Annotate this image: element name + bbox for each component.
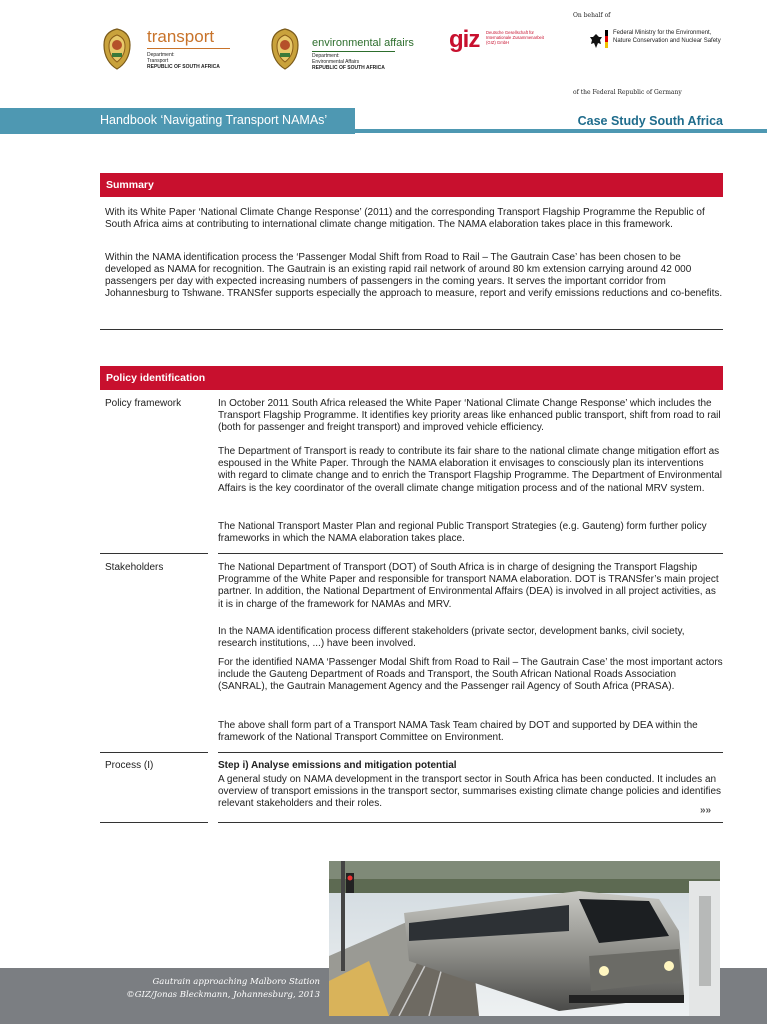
stakeholders-text: The National Department of Transport (DOT) of South Africa is in charge of designing the Transport Flagship Programme of the White Paper and responsible for transport NAMA elaboration. DOT is TRANSfer’s main project partner. In addition, the National Department of Environmental Affairs (DEA) is involved in all project activities, as it is in charge of the framework for NAMAs and MRV.	[218, 562, 719, 610]
summary-paragraph: Within the NAMA identification process the ‘Passenger Modal Shift from Road to Rail – The Gautrain Case’ has been chosen to be developed as NAMA for recognition. The Gautrain is an existing rapid rail network of around 80 km extension carrying around 42 000 passengers per day with expected increasing numbers of passengers in the coming years. It serves the important corridor from Johannesburg to Tshwane. TRANSfer supports especially the approach to measure, report and verify emissions reductions and co-benefits.	[105, 252, 723, 300]
policy-framework-text: In October 2011 South Africa released the White Paper ‘National Climate Change Response’ which includes the Transport Flagship Programme. It identifies key priority areas like enhanced public transport, shift from road to rail (both for passenger and freight transport) and improved vehicle efficiency.	[218, 398, 721, 434]
caption-title: Gautrain approaching Malboro Station	[152, 977, 320, 987]
ministry-country: of the Federal Republic of Germany	[573, 89, 682, 96]
continue-mark-icon: »»	[700, 805, 712, 816]
coat-of-arms-icon	[268, 27, 302, 71]
stakeholders-text: The above shall form part of a Transport NAMA Task Team chaired by DOT and supported by DEA within the framework of the National Transport Committee on Environment.	[218, 720, 698, 744]
giz-logo-word: giz	[449, 26, 480, 53]
environment-logo-sub1: Department:	[312, 53, 340, 59]
handbook-title: Handbook ‘Navigating Transport NAMAs’	[100, 113, 328, 127]
step-title: Step i) Analyse emissions and mitigation potential	[218, 760, 457, 771]
policy-framework-text: The National Transport Master Plan and regional Public Transport Strategies (e.g. Gauteng) form further policy frameworks in which the NAMA elaboration takes place.	[218, 521, 707, 545]
ministry-on-behalf: On behalf of	[573, 12, 611, 19]
row-divider	[218, 822, 723, 823]
policy-framework-label: Policy framework	[105, 398, 182, 409]
caption-credit: ©GIZ/Jonas Bleckmann, Johannesburg, 2013	[126, 990, 320, 1000]
gautrain-photo	[329, 861, 720, 1016]
row-divider	[100, 553, 208, 554]
stakeholders-label: Stakeholders	[105, 562, 164, 573]
transport-logo-sub1: Department:	[147, 52, 175, 58]
row-divider	[218, 752, 723, 753]
stakeholders-text: In the NAMA identification process different stakeholders (private sector, development banks, civil society, research institutions, ...) have been involved.	[218, 626, 685, 650]
row-divider	[100, 752, 208, 753]
transport-logo-sub2: Transport	[147, 58, 169, 64]
row-divider	[218, 553, 723, 554]
transport-logo-sub3: REPUBLIC OF SOUTH AFRICA	[147, 64, 220, 70]
ministry-name: Federal Ministry for the Environment, Nature Conservation and Nuclear Safety	[613, 30, 721, 44]
summary-divider	[100, 329, 723, 330]
process-label: Process (I)	[105, 760, 154, 771]
summary-heading: Summary	[100, 173, 723, 197]
environment-logo-sub2: Environmental Affairs	[312, 59, 360, 65]
transport-logo-name: transport	[147, 27, 215, 46]
case-study-title: Case Study South Africa	[577, 114, 723, 128]
environment-logo-name: environmental affairs	[312, 37, 414, 49]
train-image-icon	[329, 861, 720, 1016]
policy-framework-text: The Department of Transport is ready to contribute its fair share to the national climate change mitigation effort as espoused in the White Paper. Through the NAMA elaboration it envisages to consciously plan its interventions with regard to climate change and to enrich the Transport Flagship Programme. The Department of Environmental Affairs is the key coordinator of the overall climate change mitigation process and of the national MRV system.	[218, 446, 722, 494]
process-text: A general study on NAMA development in the transport sector in South Africa has been conducted. It includes an overview of transport emissions in the transport sector, summarises existing climate change policies and identifies relevant stakeholders and their roles.	[218, 774, 722, 810]
giz-logo-sub: Deutsche Gesellschaft für Internationale Zusammenarbeit (GIZ) GmbH	[486, 30, 544, 45]
policy-heading: Policy identification	[100, 366, 723, 390]
federal-eagle-icon	[589, 33, 603, 49]
photo-caption	[90, 976, 320, 1002]
row-divider	[100, 822, 208, 823]
coat-of-arms-icon	[100, 27, 134, 71]
title-bar	[0, 108, 767, 134]
stakeholders-text: For the identified NAMA ‘Passenger Modal Shift from Road to Rail – The Gautrain Case’ the most important actors include the Gauteng Department of Roads and Transport, the South African National Roads Association (SANRAL), the Gautrain Management Agency and the Passenger rail Agency of South Africa (PRASA).	[218, 657, 723, 693]
environment-logo-sub3: REPUBLIC OF SOUTH AFRICA	[312, 65, 385, 71]
summary-paragraph: With its White Paper ‘National Climate Change Response’ (2011) and the corresponding Transport Flagship Programme the Republic of South Africa aims at contributing to international climate change mitigation. The NAMA elaboration takes place in this framework.	[105, 207, 705, 231]
